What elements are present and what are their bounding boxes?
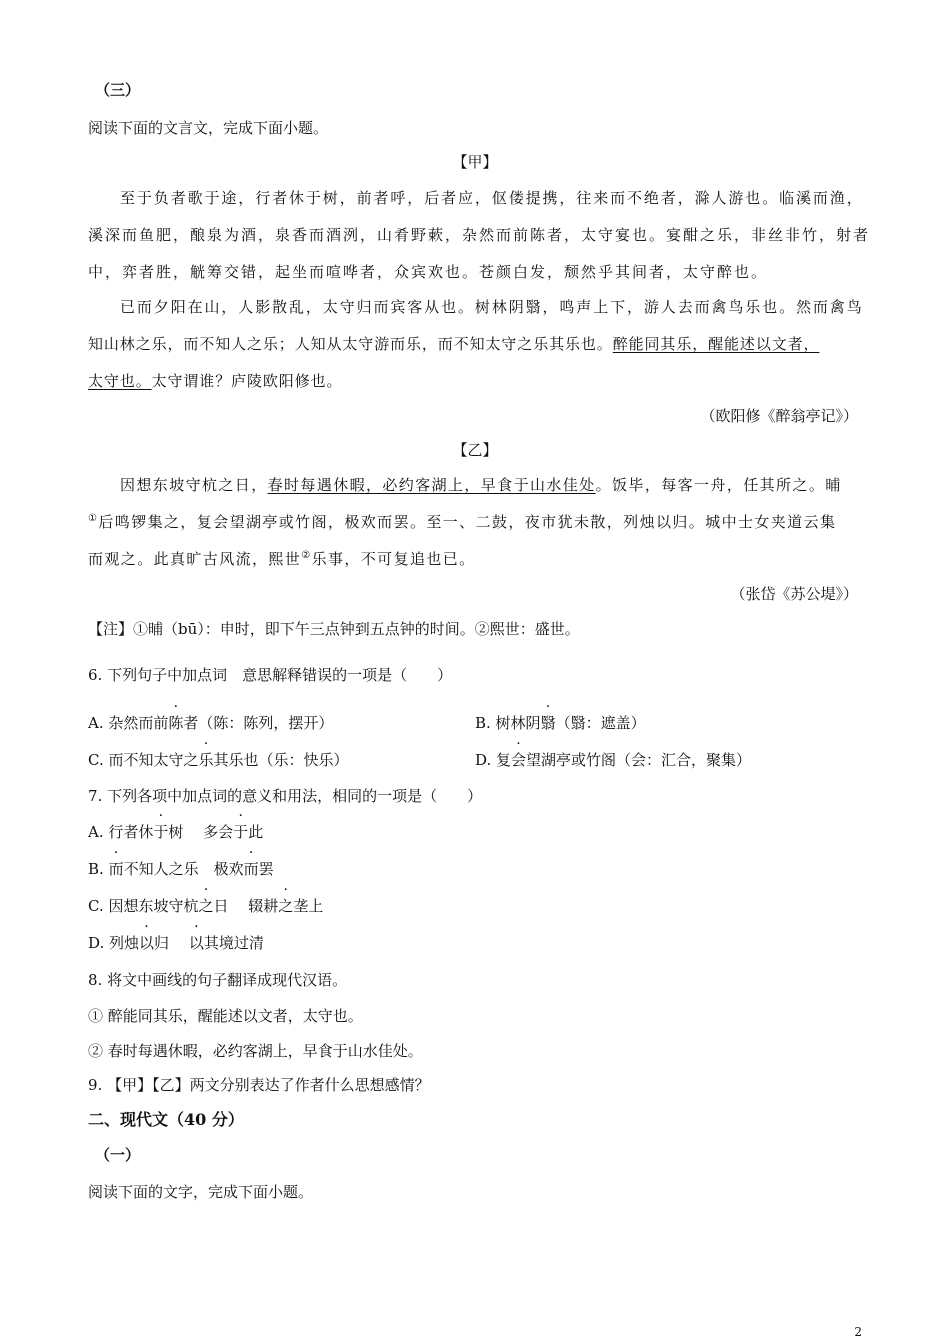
q7-option-d: D. 列烛以归 以其境过清 [88, 934, 264, 952]
dotted-word: 之 [278, 897, 294, 915]
text: 因想东坡守杭之日， [120, 476, 268, 494]
jia-title: 【甲】 [452, 153, 498, 171]
dotted-word: 陈 [168, 714, 184, 732]
dotted-word: 乐 [198, 751, 214, 769]
yi-line [88, 549, 476, 569]
text: 后鸣锣集之，复会望湖亭或竹阁，极欢而罢。至一、二鼓，夜市犹未散，列烛以归。城中士女夹道云集 [98, 513, 837, 531]
question-9-stem: 9. 【甲】【乙】两文分别表达了作者什么思想感情？ [88, 1076, 430, 1094]
page-number: 2 [854, 1325, 862, 1339]
text: 。饭毕，每客一舟，任其所之。晡 [595, 476, 842, 494]
footnote-mark: ② [301, 550, 312, 561]
underlined-sentence: 春时每遇休暇，必约客湖上，早食于山水佳处 [267, 476, 596, 494]
dotted-word: 以 [139, 934, 155, 952]
text: 乐事，不可复追也已。 [311, 550, 476, 568]
q7-option-a: A. 行者休于树 多会于此 [88, 823, 264, 841]
text: 而观之。此真旷古风流，熙世 [88, 550, 302, 568]
q7-option-b: B. 而不知人之乐 极欢而罢 [88, 860, 274, 878]
part-2-heading: 二、现代文（40 分） [88, 1110, 244, 1129]
q6-option-d: D. 复会望湖亭或竹阁（会：汇合，聚集） [475, 751, 752, 769]
dotted-word: 于 [233, 823, 249, 841]
jia-source: （欧阳修《醉翁亭记》） [700, 407, 858, 425]
jia-p1-line: 溪深而鱼肥，酿泉为酒，泉香而酒洌，山肴野蔌，杂然而前陈者，太守宴也。宴酣之乐，非丝非竹，射者 [88, 226, 871, 244]
jia-p1-line: 中，弈者胜，觥筹交错，起坐而喧哗者，众宾欢也。苍颜白发，颓然乎其间者，太守醉也。 [88, 263, 769, 281]
q6-option-b: B. 树林阴翳（翳：遮盖） [475, 714, 646, 732]
yi-line [120, 475, 842, 495]
dotted-word: 于 [153, 823, 169, 841]
q6-option-a: A. 杂然而前陈者（陈：陈列，摆开） [88, 714, 334, 732]
dotted-word: 之 [198, 897, 214, 915]
section-heading: （三） [95, 81, 141, 99]
footnote-mark: ① [88, 513, 99, 524]
q8-sentence-2: ② 春时每遇休暇，必约客湖上，早食于山水佳处。 [88, 1042, 423, 1060]
text: 知山林之乐，而不知人之乐；人知从太守游而乐，而不知太守之乐其乐也。 [88, 335, 613, 353]
yi-source: （张岱《苏公堤》） [730, 585, 858, 603]
dotted-word: 翳 [540, 714, 556, 732]
q8-sentence-1: ① 醉能同其乐，醒能述以文者，太守也。 [88, 1007, 363, 1025]
q7-option-c: C. 因想东坡守杭之日 辍耕之垄上 [88, 897, 324, 915]
jia-p2-line: 已而夕阳在山，人影散乱，太守归而宾客从也。树林阴翳，鸣声上下，游人去而禽鸟乐也。然而禽鸟 [120, 298, 864, 316]
part-2-instruction: 阅读下面的文字，完成下面小题。 [88, 1183, 314, 1201]
jia-p2-line [88, 334, 819, 354]
jia-p1-line: 至于负者歌于途，行者休于树，前者呼，后者应，伛偻提携，往来而不绝者，滁人游也。临溪而渔， [120, 189, 864, 207]
dotted-word: 而 [243, 860, 259, 878]
underlined-sentence: 太守也。 [88, 372, 152, 390]
section-instruction: 阅读下面的文言文，完成下面小题。 [88, 119, 329, 137]
q6-option-c: C. 而不知太守之乐其乐也（乐：快乐） [88, 751, 349, 769]
question-6-stem: 6. 下列句子中加点词 意思解释错误的一项是（ ） [88, 666, 453, 684]
dotted-word: 而 [108, 860, 124, 878]
annotation-note: 【注】①晡（bū）：申时，即下午三点钟到五点钟的时间。②熙世：盛世。 [88, 620, 580, 638]
question-8-stem: 8. 将文中画线的句子翻译成现代汉语。 [88, 971, 348, 989]
question-7-stem: 7. 下列各项中加点词的意义和用法，相同的一项是（ ） [88, 787, 483, 805]
dotted-word: 以 [188, 934, 204, 952]
text: 太守谓谁？庐陵欧阳修也。 [151, 372, 343, 390]
jia-p2-line [88, 371, 342, 391]
underlined-sentence: 醉能同其乐，醒能述以文者， [612, 335, 820, 353]
yi-line [88, 512, 836, 532]
part-2-subheading: （一） [95, 1146, 141, 1164]
dotted-word: 会 [511, 751, 527, 769]
yi-title: 【乙】 [452, 441, 498, 459]
